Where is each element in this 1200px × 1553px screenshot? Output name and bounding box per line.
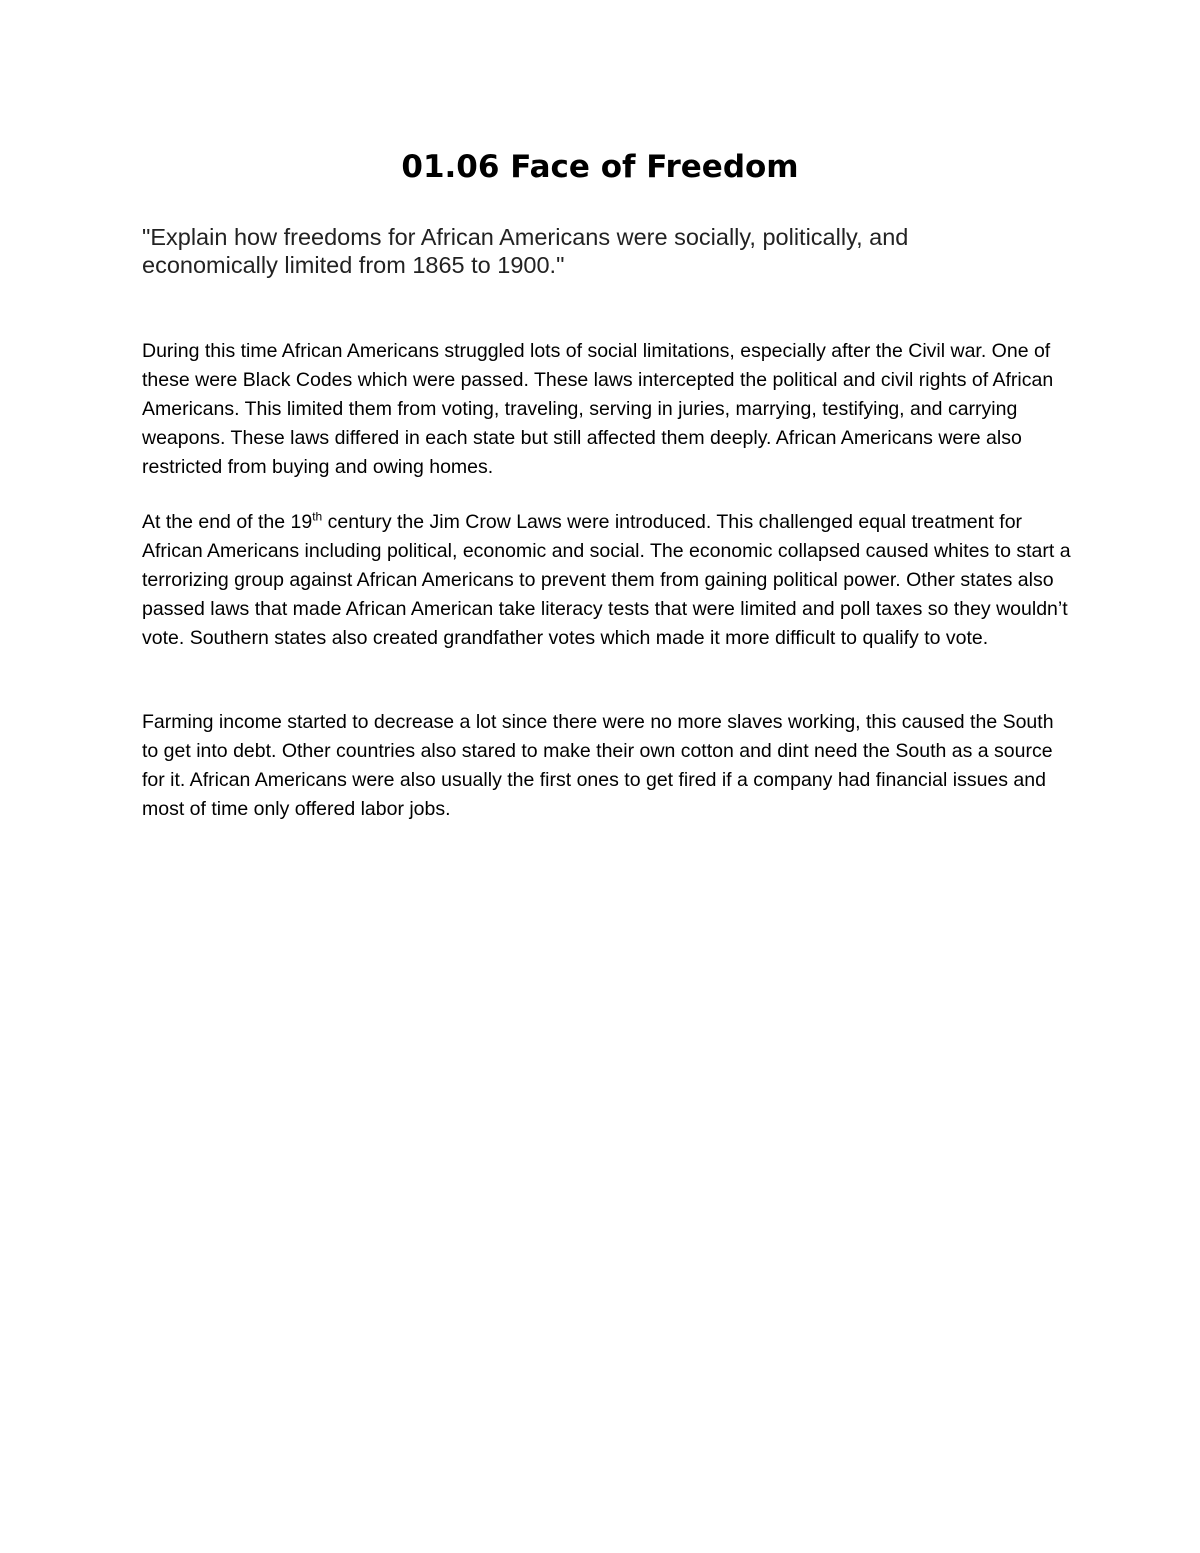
paragraph-economic: Farming income started to decrease a lot since there were no more slaves working, this caused the South to get into debt. Other countries also stared to make their own cotton and dint need the South as a source for it. African Americans were also usually the first ones to get fired if a company had financial issues and most of time only offered labor jobs. xyxy=(142,711,1054,820)
page-title: 01.06 Face of Freedom xyxy=(401,149,799,185)
paragraph-political xyxy=(142,508,1072,653)
ordinal-suffix: th xyxy=(312,509,323,524)
paragraph-political-start: At the end of the 19 xyxy=(142,511,313,533)
essay-prompt: "Explain how freedoms for African Americans were socially, politically, and economically limited from 1865 to 1900." xyxy=(142,224,909,278)
paragraph-political-rest: century the Jim Crow Laws were introduced. This challenged equal treatment for African Americans including political, economic and social. The economic collapsed caused whites to start a terrorizing group against African Americans to prevent them from gaining political power. Other states also passed laws that made African American take literacy tests that were limited and poll taxes so they wouldn’t vote. Southern states also created grandfather votes which made it more difficult to qualify to vote. xyxy=(142,511,1071,649)
paragraph-social: During this time African Americans struggled lots of social limitations, especially after the Civil war. One of these were Black Codes which were passed. These laws intercepted the political and civil rights of African Americans. This limited them from voting, traveling, serving in juries, marrying, testifying, and carrying weapons. These laws differed in each state but still affected them deeply. African Americans were also restricted from buying and owing homes. xyxy=(142,340,1054,478)
